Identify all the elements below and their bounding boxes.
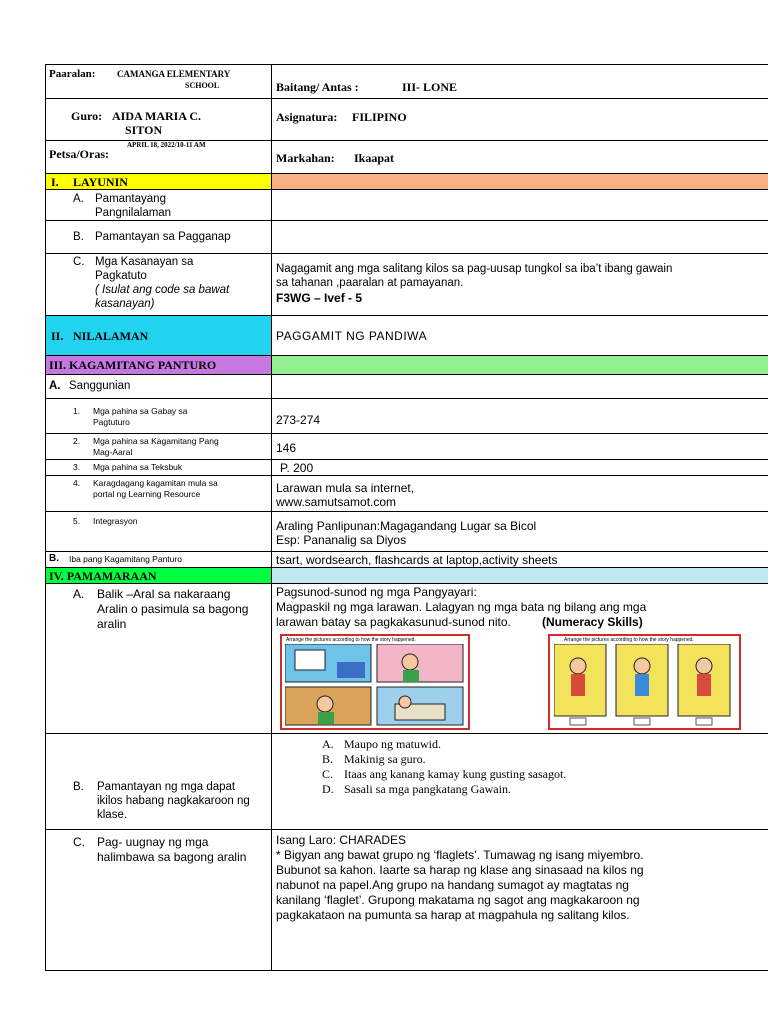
balik-aral-label-line3: aralin bbox=[97, 617, 127, 631]
karagdagang-value: Larawan mula sa internet, bbox=[276, 481, 415, 495]
guro-label: Guro: bbox=[71, 109, 103, 123]
balik-aral-value: Pagsunod-sunod ng mga Pangyayari: bbox=[276, 585, 477, 599]
sequence-picture-1 bbox=[280, 634, 470, 730]
rule-c-letter: C. bbox=[322, 767, 334, 781]
layunin-c-value: Nagagamit ang mga salitang kilos sa pag-uusap tungkol sa iba’t ibang gawain bbox=[276, 263, 673, 275]
integrasyon-ap: Araling Panlipunan:Magagandang Lugar sa Bicol bbox=[276, 519, 537, 533]
layunin-a-label-line2: Pangnilalaman bbox=[95, 207, 172, 219]
row-pamantayan-kilos bbox=[45, 734, 768, 830]
karagdagang-label: Karagdagang kagamitan mula sa bbox=[93, 478, 218, 488]
numeracy-skills-tag: (Numeracy Skills) bbox=[542, 615, 643, 629]
paaralan-label: Paaralan: bbox=[49, 68, 96, 80]
balik-aral-letter: A. bbox=[73, 587, 85, 601]
gabay-number: 1. bbox=[73, 406, 81, 416]
integrasyon-number: 5. bbox=[73, 516, 81, 526]
layunin-c-label-line2: Pagkatuto bbox=[95, 270, 147, 282]
picture-2-caption: Arrange the pictures according to how the story happened. bbox=[564, 637, 694, 643]
rule-c-text: Itaas ang kanang kamay kung gusting sasagot. bbox=[344, 767, 567, 781]
charades-line-1: * Bigyan ang bawat grupo ng ‘flaglets’. Tumawag ng isang miyembro. bbox=[276, 848, 644, 862]
rule-b-letter: B. bbox=[322, 752, 334, 766]
pamantayan-kilos-label: Pamantayan ng mga dapat bbox=[97, 781, 236, 793]
picture-1-caption: Arrange the pictures according to how the story happened. bbox=[286, 637, 416, 643]
rule-d-letter: D. bbox=[322, 782, 334, 796]
lesson-plan-table bbox=[45, 64, 768, 970]
nilalaman-title: NILALAMAN bbox=[73, 329, 149, 343]
pag-uugnay-letter: C. bbox=[73, 835, 85, 849]
charades-line-5: pagkakataon na pumunta sa harap at magpahula ng salitang kilos. bbox=[276, 908, 630, 922]
rule-a-text: Maupo ng matuwid. bbox=[344, 737, 441, 751]
baitang-label: Baitang/ Antas : bbox=[276, 80, 359, 94]
row-sanggunian bbox=[45, 375, 768, 399]
balik-aral-value-line2: Magpaskil ng mga larawan. Lalagyan ng mga bata ng bilang ang mga bbox=[276, 600, 647, 614]
pamamaraan-title: IV. PAMAMARAAN bbox=[49, 569, 157, 583]
morning-routine-illustration bbox=[285, 644, 465, 726]
layunin-c-letter: C. bbox=[73, 256, 85, 268]
guro-value: AIDA MARIA C. bbox=[112, 109, 202, 123]
row-gabay bbox=[45, 399, 768, 434]
asignatura-label: Asignatura: bbox=[276, 110, 338, 124]
mag-aaral-number: 2. bbox=[73, 436, 81, 446]
story-sequence-illustration bbox=[554, 644, 736, 726]
charades-line-4: kanilang ‘flaglet’. Grupong makatama ng sagot ang magkakaroon ng bbox=[276, 893, 640, 907]
teksbuk-value: P. 200 bbox=[280, 461, 314, 475]
markahan-label: Markahan: bbox=[276, 151, 335, 165]
row-karagdagang bbox=[45, 476, 768, 512]
markahan-value: Ikaapat bbox=[354, 151, 395, 165]
iba-pang-letter: B. bbox=[49, 553, 59, 564]
layunin-c-code: F3WG – Ivef - 5 bbox=[276, 291, 363, 305]
mag-aaral-label: Mga pahina sa Kagamitang Pang bbox=[93, 436, 219, 446]
layunin-a-label: Pamantayang bbox=[95, 193, 166, 205]
layunin-c-label: Mga Kasanayan sa bbox=[95, 256, 194, 268]
sanggunian-letter: A. bbox=[49, 380, 61, 392]
balik-aral-value-line3: larawan batay sa pagkakasunud-sunod nito. bbox=[276, 615, 511, 629]
row-iba-pang-kagamitan bbox=[45, 552, 768, 568]
asignatura-value: FILIPINO bbox=[352, 110, 407, 124]
karagdagang-label-line2: portal ng Learning Resource bbox=[93, 489, 201, 499]
iba-pang-label: Iba pang Kagamitang Panturo bbox=[69, 554, 182, 564]
teksbuk-label: Mga pahina sa Teksbuk bbox=[93, 462, 183, 472]
layunin-c-value-line2: sa tahanan ,paaralan at pamayanan. bbox=[276, 277, 464, 289]
mag-aaral-value: 146 bbox=[276, 441, 297, 455]
section-pamamaraan bbox=[45, 568, 768, 584]
charades-line-2: Bubunot sa kahon. Iaarte sa harap ng klase ang sinasaad na kilos ng bbox=[276, 863, 644, 877]
rule-d-text: Sasali sa mga pangkatang Gawain. bbox=[344, 782, 511, 796]
section-kagamitan bbox=[45, 356, 768, 375]
row-teksbuk bbox=[45, 460, 768, 476]
guro-value-line2: SITON bbox=[125, 123, 163, 137]
gabay-value: 273-274 bbox=[276, 413, 321, 427]
karagdagang-number: 4. bbox=[73, 478, 81, 488]
row-kagamitang-mag-aaral bbox=[45, 434, 768, 460]
pag-uugnay-label-line2: halimbawa sa bagong aralin bbox=[97, 850, 247, 864]
petsa-value: APRIL 18, 2022/10-11 AM bbox=[127, 141, 206, 149]
row-petsa bbox=[45, 141, 768, 174]
row-pag-uugnay bbox=[45, 830, 768, 970]
paaralan-value-line2: SCHOOL bbox=[185, 81, 220, 90]
nilalaman-value: PAGGAMIT NG PANDIWA bbox=[276, 329, 428, 343]
section-layunin bbox=[45, 174, 768, 190]
layunin-c-note: ( Isulat ang code sa bawat bbox=[95, 284, 230, 296]
row-layunin-a bbox=[45, 190, 768, 221]
layunin-number: I. bbox=[51, 175, 59, 189]
rule-b-text: Makinig sa guro. bbox=[344, 752, 426, 766]
row-guro bbox=[45, 99, 768, 141]
pamantayan-kilos-label-line2: ikilos habang nagkakaroon ng bbox=[97, 795, 250, 807]
teksbuk-number: 3. bbox=[73, 462, 81, 472]
paaralan-value: CAMANGA ELEMENTARY bbox=[117, 69, 231, 79]
karagdagang-link[interactable]: www.samutsamot.com bbox=[276, 495, 397, 509]
row-paaralan bbox=[45, 64, 768, 99]
kagamitan-title: III. KAGAMITANG PANTURO bbox=[49, 358, 217, 372]
layunin-c-note-line2: kasanayan) bbox=[95, 298, 155, 310]
row-layunin-c bbox=[45, 254, 768, 316]
baitang-value: III- LONE bbox=[402, 80, 458, 94]
gabay-label: Mga pahina sa Gabay sa bbox=[93, 406, 188, 416]
petsa-label: Petsa/Oras: bbox=[49, 147, 109, 161]
nilalaman-number: II. bbox=[51, 329, 64, 343]
sequence-picture-2 bbox=[548, 634, 741, 730]
mag-aaral-label-line2: Mag-Aaral bbox=[93, 447, 133, 457]
charades-line-3: nabunot na papel.Ang grupo na handang sumagot ay magtatas ng bbox=[276, 878, 629, 892]
section-nilalaman bbox=[45, 316, 768, 356]
balik-aral-label: Balik –Aral sa nakaraang bbox=[97, 587, 231, 601]
layunin-b-label: Pamantayan sa Pagganap bbox=[95, 231, 231, 243]
gabay-label-line2: Pagtuturo bbox=[93, 417, 130, 427]
integrasyon-esp: Esp: Pananalig sa Diyos bbox=[276, 533, 407, 547]
layunin-title: LAYUNIN bbox=[73, 175, 128, 189]
pamantayan-kilos-letter: B. bbox=[73, 781, 84, 793]
row-balik-aral bbox=[45, 584, 768, 734]
layunin-a-letter: A. bbox=[73, 193, 84, 205]
row-layunin-b bbox=[45, 221, 768, 254]
row-integrasyon bbox=[45, 512, 768, 552]
pag-uugnay-label: Pag- uugnay ng mga bbox=[97, 835, 209, 849]
rule-a-letter: A. bbox=[322, 737, 334, 751]
iba-pang-value: tsart, wordsearch, flashcards at laptop,activity sheets bbox=[276, 553, 558, 567]
integrasyon-label: Integrasyon bbox=[93, 516, 138, 526]
layunin-b-letter: B. bbox=[73, 231, 84, 243]
pamantayan-kilos-label-line3: klase. bbox=[97, 809, 128, 821]
sanggunian-label: Sanggunian bbox=[69, 380, 131, 392]
balik-aral-label-line2: Aralin o pasimula sa bagong bbox=[97, 602, 249, 616]
charades-title: Isang Laro: CHARADES bbox=[276, 833, 407, 847]
